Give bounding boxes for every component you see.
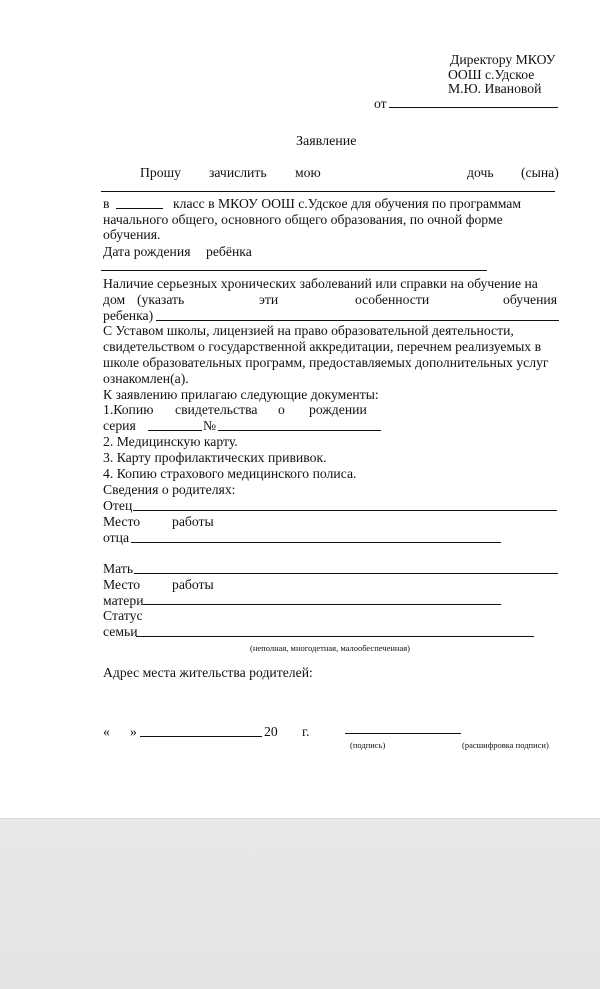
class-prefix: в [103, 196, 110, 211]
grade-field-line[interactable] [116, 208, 163, 209]
page-bottom-boundary [0, 818, 600, 819]
family-status-hint: (неполная, многодетная, малообеспеченная) [250, 643, 410, 653]
addressee-line-1: Директору МКОУ [450, 52, 556, 67]
parents-heading: Сведения о родителях: [103, 482, 236, 497]
mother-work-label: работы [172, 577, 214, 592]
from-label: от [374, 96, 387, 111]
signature-decoding-field-line[interactable] [462, 737, 554, 738]
attached-documents-heading: К заявлению прилагаю следующие документы: [103, 387, 379, 402]
mother-work-field-line[interactable] [143, 604, 501, 605]
document-2: 2. Медицинскую карту. [103, 434, 238, 449]
date-quote-open: « [103, 724, 110, 739]
health-word-4: особенности [355, 292, 430, 307]
family-label: семьи [103, 624, 138, 639]
request-word-2: зачислить [209, 165, 267, 180]
father-work-field-line[interactable] [131, 542, 501, 543]
child-name-field-line[interactable] [101, 191, 555, 192]
father-of-label: отца [103, 530, 130, 545]
father-field-line[interactable] [133, 510, 557, 511]
father-work-label: работы [172, 514, 214, 529]
addressee-line-3: М.Ю. Ивановой [448, 81, 542, 96]
date-quote-close: » [130, 724, 137, 739]
birth-date-field-line[interactable] [101, 270, 487, 271]
year-prefix: 20 [264, 724, 278, 739]
document-1-word-4: рождении [309, 402, 367, 417]
charter-sentence-1: С Уставом школы, лицензией на право образовательной деятельности, [103, 323, 514, 338]
signature-decoding-label: (расшифровка подписи) [462, 740, 549, 750]
mother-of-label: матери [103, 593, 144, 608]
program-sentence-end: обучения. [103, 227, 161, 242]
birth-certificate-series-label: серия [103, 418, 136, 433]
health-notes-field-line[interactable] [156, 320, 559, 321]
mother-field-line[interactable] [134, 573, 558, 574]
date-field-line[interactable] [140, 736, 262, 737]
program-sentence: начального общего, основного общего образования, по очной форме [103, 212, 503, 227]
family-status-field-line[interactable] [136, 636, 534, 637]
birth-certificate-series-field-line[interactable] [148, 430, 202, 431]
father-place-label: Место [103, 514, 141, 529]
document-3: 3. Карту профилактических прививок. [103, 450, 327, 465]
addressee-line-2: ООШ с.Удское [448, 67, 535, 82]
mother-label: Мать [103, 561, 134, 576]
document-1-word-1: 1.Копию [103, 402, 154, 417]
father-label: Отец [103, 498, 133, 513]
request-word-3: мою [295, 165, 321, 180]
document-1-word-2: свидетельства [175, 402, 258, 417]
health-child-label: ребенка) [103, 308, 154, 323]
document-title: Заявление [296, 134, 357, 149]
mother-place-label: Место [103, 577, 141, 592]
charter-sentence-2: свидетельством о государственной аккредитации, перечнем реализуемых в [103, 339, 542, 354]
request-word-1: Прошу [140, 165, 181, 180]
from-field-line[interactable] [389, 107, 558, 108]
document-1-word-3: о [278, 402, 285, 417]
signature-field-line[interactable] [345, 733, 461, 734]
health-word-2: (указать [137, 292, 185, 307]
health-word-5: обучения [503, 292, 558, 307]
family-status-label: Статус [103, 608, 143, 623]
document-4: 4. Копию страхового медицинского полиса. [103, 466, 357, 481]
birth-date-label: Дата рождения [103, 244, 191, 259]
birth-date-child-label: ребёнка [206, 244, 252, 259]
birth-certificate-number-field-line[interactable] [218, 430, 381, 431]
health-word-1: дом [103, 292, 126, 307]
request-word-4: дочь [467, 165, 494, 180]
class-sentence: класс в МКОУ ООШ с.Удское для обучения по программам [173, 196, 522, 211]
request-word-5: (сына) [521, 165, 559, 180]
health-word-3: эти [259, 292, 279, 307]
charter-sentence-4: ознакомлен(а). [103, 371, 189, 386]
signature-label: (подпись) [350, 740, 386, 750]
health-sentence-1: Наличие серьезных хронических заболеваний или справки на обучение на [103, 276, 538, 291]
birth-certificate-number-label: № [203, 418, 217, 433]
address-heading: Адрес места жительства родителей: [103, 665, 313, 680]
charter-sentence-3: школе образовательных программ, предоставляемых дополнительных услуг [103, 355, 549, 370]
year-suffix: г. [302, 724, 310, 739]
